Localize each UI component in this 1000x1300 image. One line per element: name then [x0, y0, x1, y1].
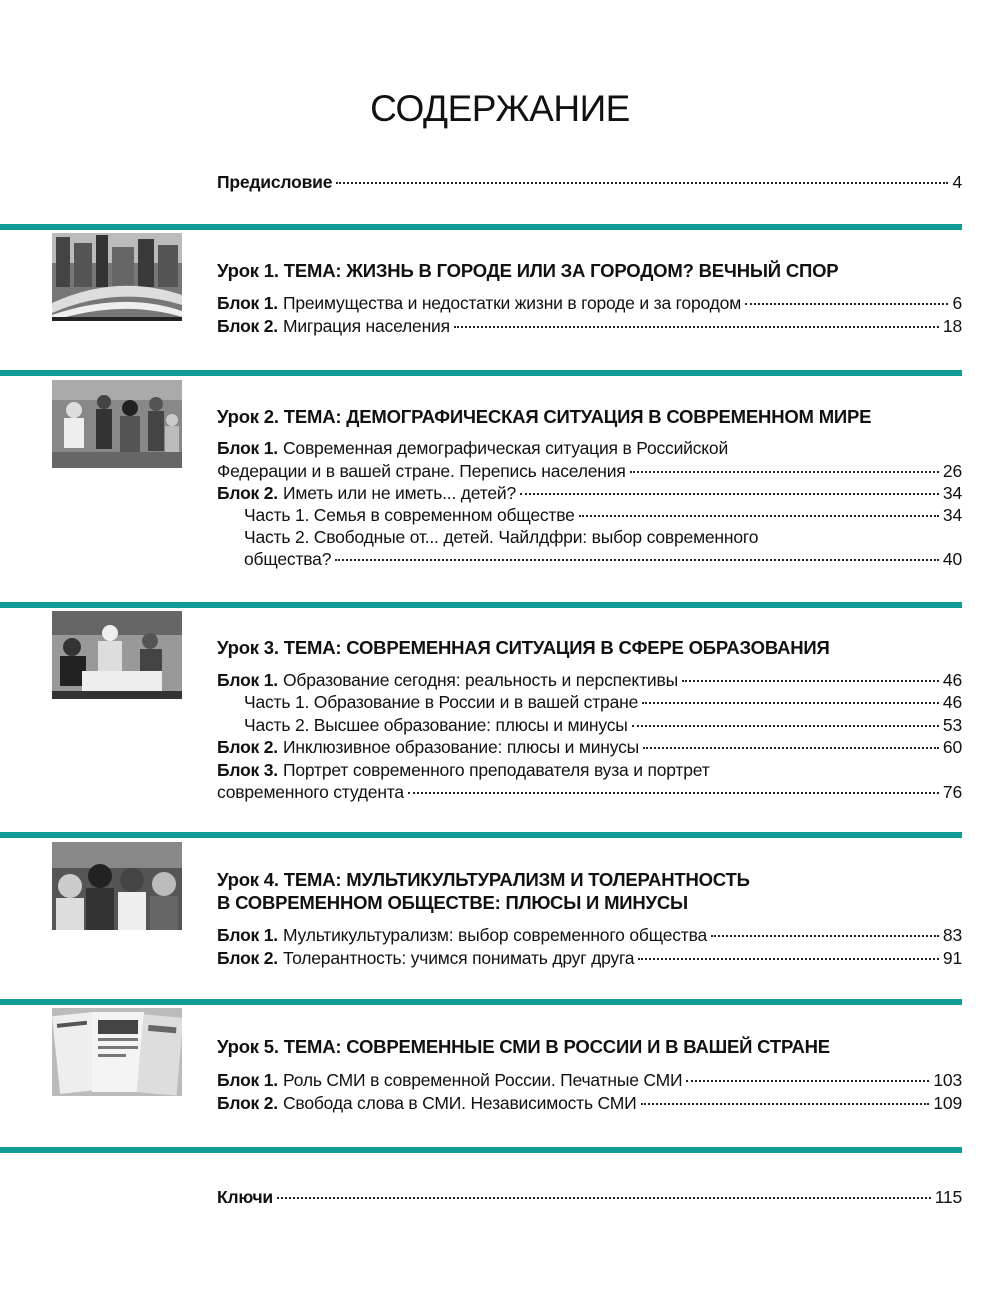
- page-number: 18: [942, 316, 962, 336]
- toc-entry[interactable]: [217, 736, 962, 758]
- section-divider: [0, 602, 962, 608]
- dot-leader: [682, 679, 939, 682]
- heading-line: В СОВРЕМЕННОМ ОБЩЕСТВЕ: ПЛЮСЫ И МИНУСЫ: [217, 892, 688, 913]
- dot-leader: [579, 514, 939, 517]
- lesson-1-heading: [217, 259, 967, 282]
- section-divider: [0, 370, 962, 376]
- block-label: Блок 1.: [217, 293, 278, 313]
- toc-entry[interactable]: [217, 669, 962, 691]
- dot-leader: [638, 957, 939, 960]
- page-number: 91: [942, 948, 962, 968]
- block-label: Блок 3.: [217, 760, 278, 780]
- block-label: Блок 1.: [217, 438, 278, 458]
- dot-leader: [336, 181, 948, 184]
- section-divider: [0, 999, 962, 1005]
- entry-label: Миграция населения: [282, 316, 450, 336]
- toc-subentry[interactable]: [244, 548, 962, 570]
- page-number: 26: [942, 461, 962, 481]
- page-number: 46: [942, 670, 962, 690]
- page-number: 34: [942, 483, 962, 503]
- page-number: 109: [933, 1093, 962, 1113]
- toc-subentry[interactable]: [244, 504, 962, 526]
- entry-first-line: [244, 526, 758, 548]
- dot-leader: [643, 746, 939, 749]
- entry-label: современного студента: [217, 782, 404, 802]
- toc-entry[interactable]: [217, 292, 962, 314]
- heading-line: Урок 3. ТЕМА: СОВРЕМЕННАЯ СИТУАЦИЯ В СФЕРЕ ОБРАЗОВАНИЯ: [217, 637, 830, 658]
- entry-label: Образование сегодня: реальность и перспективы: [282, 670, 678, 690]
- page-number: 6: [952, 293, 962, 313]
- dot-leader: [335, 558, 939, 561]
- entry-first-line: [217, 437, 728, 459]
- block-label: Блок 2.: [217, 316, 278, 336]
- page-number: 46: [942, 692, 962, 712]
- block-label: Блок 2.: [217, 948, 278, 968]
- heading-line: Урок 1. ТЕМА: ЖИЗНЬ В ГОРОДЕ ИЛИ ЗА ГОРОДОМ? ВЕЧНЫЙ СПОР: [217, 260, 839, 281]
- entry-label: Ключи: [217, 1187, 273, 1207]
- page-number: 53: [942, 715, 962, 735]
- entry-label-line1: Часть 2. Свободные от... детей. Чайлдфри: выбор современного: [244, 527, 759, 547]
- heading-line: Урок 5. ТЕМА: СОВРЕМЕННЫЕ СМИ В РОССИИ И В ВАШЕЙ СТРАНЕ: [217, 1036, 830, 1057]
- page-number: 34: [942, 505, 962, 525]
- page-number: 40: [942, 549, 962, 569]
- entry-label: Свобода слова в СМИ. Независимость СМИ: [282, 1093, 637, 1113]
- dot-leader: [630, 470, 939, 473]
- entry-label: Инклюзивное образование: плюсы и минусы: [282, 737, 640, 757]
- entry-label: Роль СМИ в современной России. Печатные СМИ: [282, 1070, 683, 1090]
- block-label: Блок 2.: [217, 737, 278, 757]
- toc-subentry[interactable]: [244, 691, 962, 713]
- lesson-3-image: [52, 611, 182, 699]
- dot-leader: [745, 302, 948, 305]
- dot-leader: [632, 724, 939, 727]
- toc-entry-preface[interactable]: [217, 171, 962, 193]
- page-title: СОДЕРЖАНИЕ: [370, 88, 630, 129]
- lesson-2-heading: [217, 405, 967, 428]
- lesson-3-heading: [217, 636, 967, 659]
- toc-subentry[interactable]: [244, 714, 962, 736]
- toc-entry[interactable]: [217, 315, 962, 337]
- toc-entry[interactable]: [217, 947, 962, 969]
- block-label: Блок 1.: [217, 925, 278, 945]
- entry-label: Часть 1. Образование в России и в вашей стране: [244, 692, 639, 712]
- toc-entry[interactable]: [217, 482, 962, 504]
- dot-leader: [642, 701, 939, 704]
- page-number: 83: [942, 925, 962, 945]
- block-label: Блок 1.: [217, 1070, 278, 1090]
- toc-entry[interactable]: [217, 781, 962, 803]
- entry-label: Часть 1. Семья в современном обществе: [244, 505, 575, 525]
- lesson-4-heading: [217, 868, 967, 914]
- page-number: 4: [952, 172, 962, 192]
- dot-leader: [408, 791, 939, 794]
- entry-label: общества?: [244, 549, 332, 569]
- toc-entry[interactable]: [217, 460, 962, 482]
- entry-label: Часть 2. Высшее образование: плюсы и минусы: [244, 715, 628, 735]
- entry-label-line1: Современная демографическая ситуация в Российской: [282, 438, 729, 458]
- block-label: Блок 2.: [217, 483, 278, 503]
- lesson-2-image: [52, 380, 182, 468]
- dot-leader: [686, 1079, 929, 1082]
- entry-label: Иметь или не иметь... детей?: [282, 483, 516, 503]
- toc-entry[interactable]: [217, 1092, 962, 1114]
- lesson-5-heading: [217, 1035, 967, 1058]
- entry-label: Толерантность: учимся понимать друг друга: [282, 948, 635, 968]
- entry-first-line: [217, 759, 710, 781]
- entry-label-line1: Портрет современного преподавателя вуза и портрет: [282, 760, 710, 780]
- block-label: Блок 1.: [217, 670, 278, 690]
- dot-leader: [277, 1196, 931, 1199]
- entry-label: Федерации и в вашей стране. Перепись населения: [217, 461, 626, 481]
- toc-entry[interactable]: [217, 1069, 962, 1091]
- section-divider: [0, 1147, 962, 1153]
- lesson-4-image: [52, 842, 182, 930]
- section-divider: [0, 224, 962, 230]
- dot-leader: [520, 492, 939, 495]
- heading-line: Урок 4. ТЕМА: МУЛЬТИКУЛЬТУРАЛИЗМ И ТОЛЕРАНТНОСТЬ: [217, 869, 750, 890]
- section-divider: [0, 832, 962, 838]
- entry-label: Предисловие: [217, 172, 333, 192]
- dot-leader: [454, 325, 939, 328]
- page-number: 115: [934, 1187, 962, 1207]
- dot-leader: [711, 934, 939, 937]
- entry-label: Мультикультурализм: выбор современного общества: [282, 925, 708, 945]
- page-number: 60: [942, 737, 962, 757]
- heading-line: Урок 2. ТЕМА: ДЕМОГРАФИЧЕСКАЯ СИТУАЦИЯ В СОВРЕМЕННОМ МИРЕ: [217, 406, 872, 427]
- page-number: 76: [942, 782, 962, 802]
- dot-leader: [641, 1102, 930, 1105]
- page-number: 103: [933, 1070, 962, 1090]
- toc-entry[interactable]: [217, 924, 962, 946]
- toc-entry-keys[interactable]: [217, 1186, 962, 1208]
- entry-label: Преимущества и недостатки жизни в городе и за городом: [282, 293, 742, 313]
- lesson-5-image: [52, 1008, 182, 1096]
- lesson-1-image: [52, 233, 182, 321]
- block-label: Блок 2.: [217, 1093, 278, 1113]
